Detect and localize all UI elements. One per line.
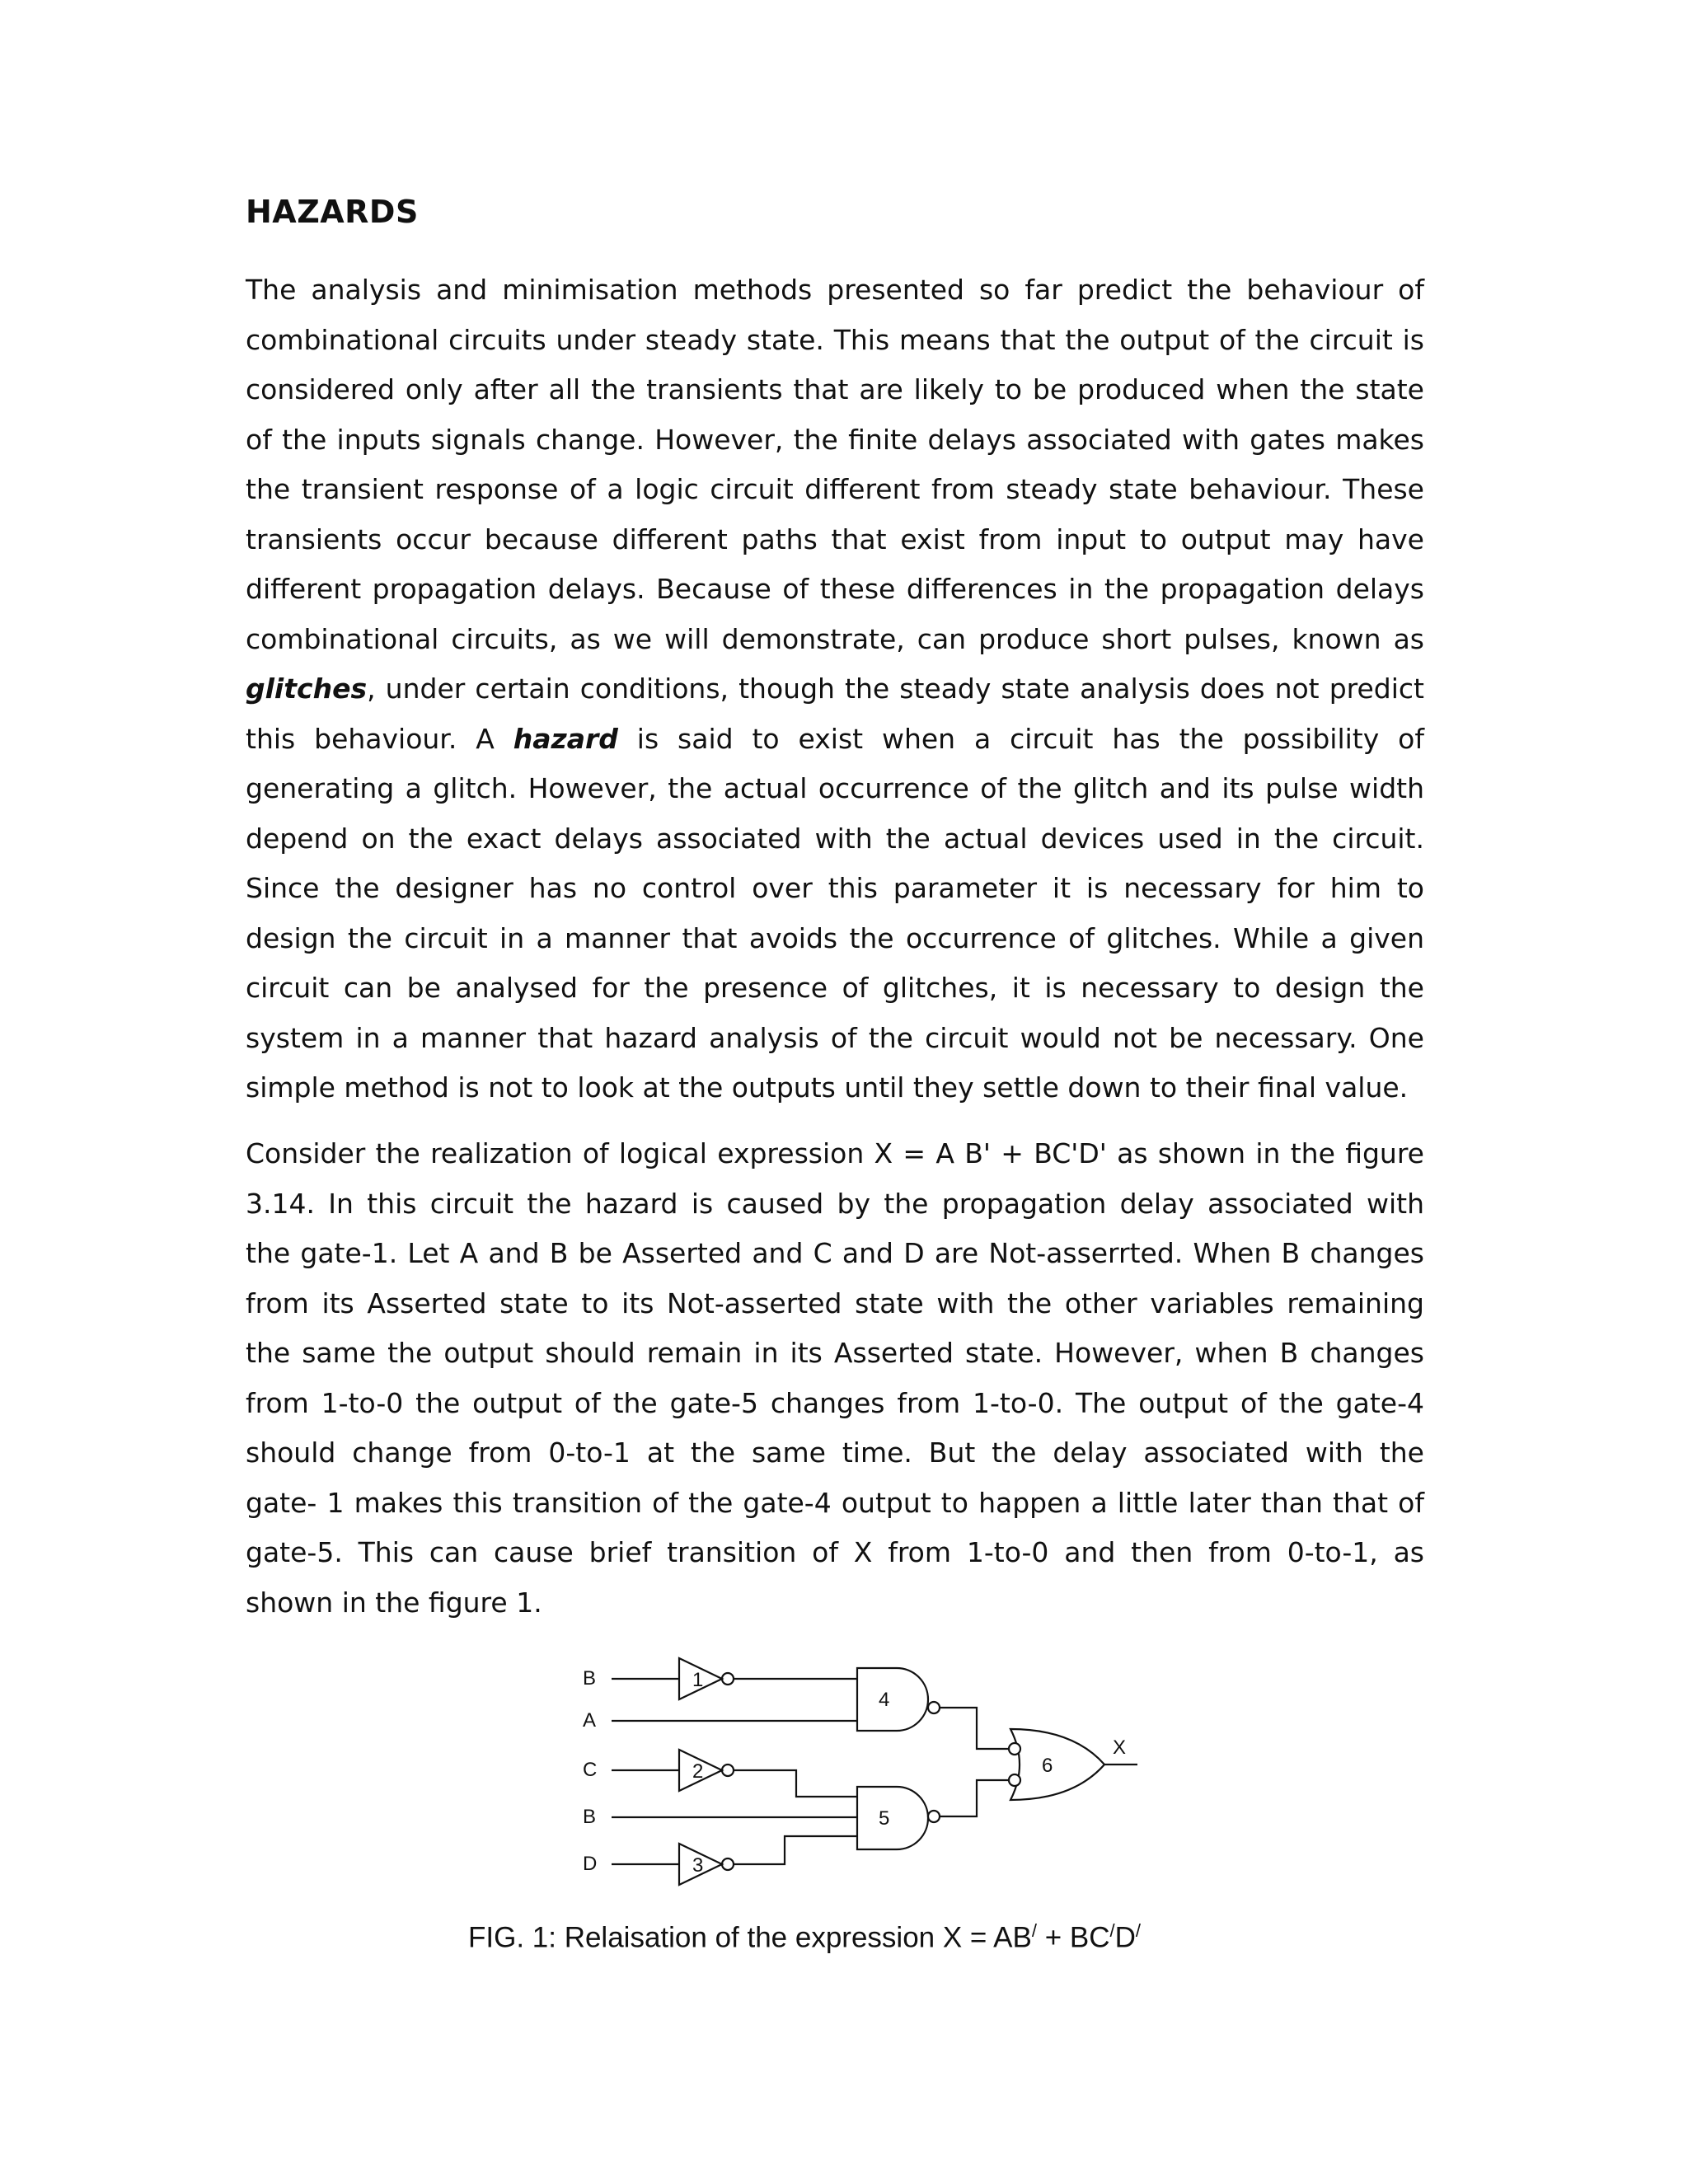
- gate-label-3: 3: [692, 1854, 704, 1877]
- caption-text: FIG. 1: Relaisation of the expression X = AB: [468, 1921, 1032, 1954]
- text-line: [246, 715, 1424, 765]
- text-line: should change from 0-to-1 at the same time. But the delay associated with the: [246, 1436, 1424, 1469]
- input-label-b1: B: [583, 1667, 597, 1690]
- text-line: depend on the exact delays associated with the actual devices used in the circuit.: [246, 822, 1424, 855]
- gate-label-2: 2: [692, 1760, 704, 1783]
- text-line: gate-5. This can cause brief transition of X from 1-to-0 and then from 0-to-1, as: [246, 1536, 1424, 1568]
- nand-gate-5: [857, 1787, 940, 1849]
- text-line: design the circuit in a manner that avoids the occurrence of glitches. While a given: [246, 921, 1424, 954]
- text-line: the transient response of a logic circuit different from steady state behaviour. These: [246, 473, 1424, 505]
- gate-label-4: 4: [879, 1689, 890, 1711]
- text-line: Consider the realization of logical expression X = A B' + BC'D' as shown in the figure: [246, 1137, 1424, 1169]
- text-line: system in a manner that hazard analysis of the circuit would not be necessary. One: [246, 1021, 1424, 1054]
- text-line: the gate-1. Let A and B be Asserted and C and D are Not-asserrted. When B changes: [246, 1237, 1424, 1269]
- caption-prime: /: [1135, 1920, 1142, 1941]
- paragraph-hazards-intro: [246, 265, 1424, 1113]
- text-line: The analysis and minimisation methods presented so far predict the behaviour of: [246, 274, 1424, 306]
- text-line: shown in the figure 1.: [246, 1586, 542, 1619]
- or-gate-6: [1009, 1729, 1104, 1800]
- term-glitches: glitches: [246, 673, 368, 705]
- text-line: 3.14. In this circuit the hazard is caused by the propagation delay associated with: [246, 1187, 1424, 1220]
- output-label-x: X: [1113, 1736, 1127, 1759]
- gate-label-6: 6: [1042, 1755, 1053, 1777]
- text-line: transients occur because different paths that exist from input to output may have: [246, 523, 1424, 555]
- caption-prime: /: [1031, 1920, 1037, 1941]
- text-fragment: this behaviour. A: [246, 722, 513, 755]
- wire-gate4-to-gate6: [940, 1708, 1009, 1749]
- caption-text: + BC: [1036, 1921, 1110, 1954]
- caption-text: D: [1114, 1921, 1136, 1954]
- text-line: generating a glitch. However, the actual occurrence of the glitch and its pulse width: [246, 772, 1424, 804]
- logic-circuit-diagram: [569, 1657, 1162, 1912]
- section-title: HAZARDS: [246, 194, 419, 230]
- text-line: simple method is not to look at the outputs until they settle down to their final value.: [246, 1071, 1409, 1104]
- nand-gate-4: [857, 1668, 940, 1731]
- text-fragment: is said to exist when a circuit has the possibility of: [617, 722, 1424, 755]
- text-fragment: , under certain conditions, though the steady state analysis does not predict: [367, 673, 1424, 705]
- wire-gate3-to-gate5: [734, 1836, 857, 1864]
- text-line: different propagation delays. Because of these differences in the propagation delays: [246, 573, 1424, 605]
- text-line: from 1-to-0 the output of the gate-5 changes from 1-to-0. The output of the gate-4: [246, 1386, 1424, 1419]
- paragraph-hazard-example: [246, 1129, 1424, 1628]
- text-line: gate- 1 makes this transition of the gate-4 output to happen a little later than that of: [246, 1486, 1424, 1519]
- text-line: [246, 664, 1424, 715]
- input-label-d: D: [583, 1853, 598, 1875]
- caption-prime: /: [1109, 1920, 1115, 1941]
- circuit-figure: [569, 1657, 1162, 1912]
- text-line: of the inputs signals change. However, the finite delays associated with gates makes: [246, 423, 1424, 456]
- inverter-gate-3: [679, 1844, 734, 1885]
- text-line: combinational circuits, as we will demonstrate, can produce short pulses, known as: [246, 622, 1424, 655]
- wire-gate2-to-gate5: [734, 1770, 857, 1797]
- text-line: combinational circuits under steady state. This means that the output of the circuit is: [246, 323, 1424, 356]
- input-label-b2: B: [583, 1806, 597, 1828]
- text-line: from its Asserted state to its Not-asserted state with the other variables remaining: [246, 1286, 1424, 1319]
- gate-label-5: 5: [879, 1807, 890, 1830]
- text-line: the same the output should remain in its Asserted state. However, when B changes: [246, 1337, 1424, 1369]
- input-label-c: C: [583, 1759, 598, 1781]
- text-line: Since the designer has no control over this parameter it is necessary for him to: [246, 872, 1424, 904]
- term-hazard: hazard: [513, 722, 618, 755]
- inverter-gate-1: [679, 1658, 734, 1699]
- text-line: considered only after all the transients that are likely to be produced when the state: [246, 373, 1424, 405]
- inverter-gate-2: [679, 1750, 734, 1791]
- text-line: circuit can be analysed for the presence of glitches, it is necessary to design the: [246, 972, 1424, 1004]
- wire-gate5-to-gate6: [940, 1780, 1009, 1816]
- gate-label-1: 1: [692, 1669, 704, 1691]
- figure-caption: [468, 1920, 1226, 1955]
- input-label-a: A: [583, 1709, 597, 1732]
